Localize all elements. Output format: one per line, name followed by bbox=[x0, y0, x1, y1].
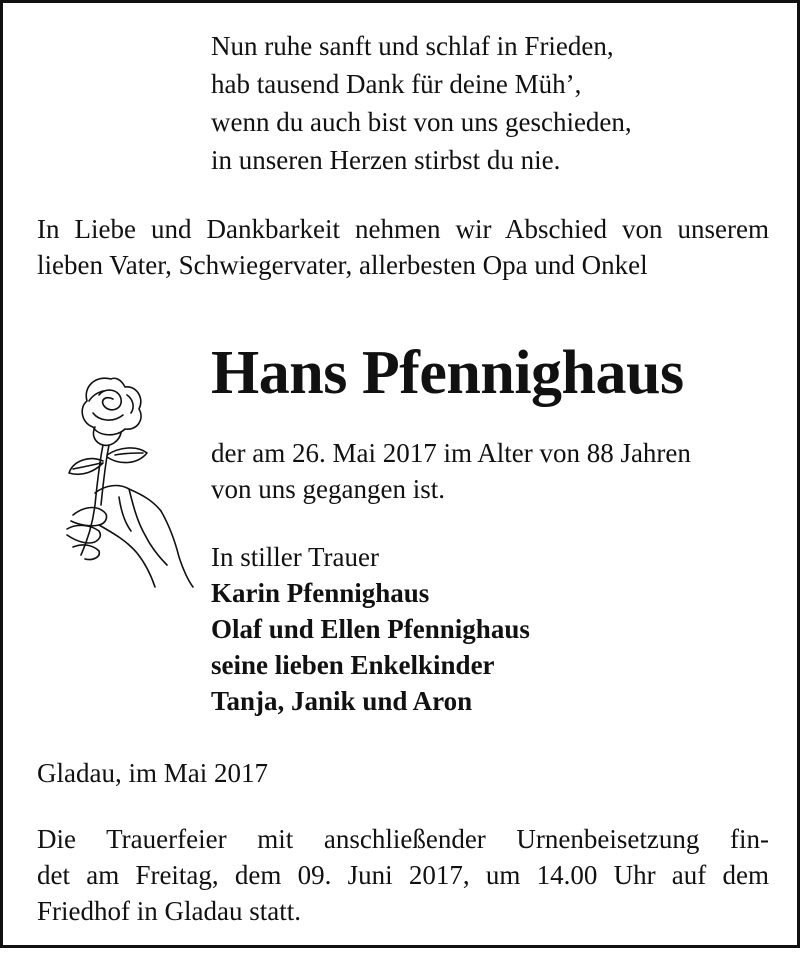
deceased-name: Hans Pfennighaus bbox=[211, 339, 684, 407]
mourner-name: Karin Pfennighaus bbox=[211, 578, 430, 608]
poem-line: wenn du auch bist von uns geschieden, bbox=[211, 107, 632, 137]
farewell-intro: In Liebe und Dankbarkeit nehmen wir Abschied von unserem lieben Vater, Schwiegervater, allerbesten Opa und Onkel bbox=[37, 214, 769, 280]
funeral-info-line: det am Freitag, dem 09. Juni 2017, um 14.00 Uhr auf dem bbox=[37, 860, 769, 890]
funeral-info-line: Die Trauerfeier mit anschließender Urnenbeisetzung fin- bbox=[37, 824, 769, 854]
death-notice-line: von uns gegangen ist. bbox=[211, 474, 445, 504]
mourning-heading: In stiller Trauer bbox=[211, 542, 379, 572]
hand-holding-rose-icon bbox=[33, 365, 199, 591]
poem-line: Nun ruhe sanft und schlaf in Frieden, bbox=[211, 31, 614, 61]
funeral-info-line: Friedhof in Gladau statt. bbox=[37, 896, 301, 926]
memorial-poem bbox=[211, 27, 632, 179]
poem-line: in unseren Herzen stirbst du nie. bbox=[211, 145, 561, 175]
funeral-info bbox=[37, 821, 769, 929]
mourner-name: Olaf und Ellen Pfennighaus bbox=[211, 614, 530, 644]
mourners-block bbox=[211, 539, 530, 719]
death-notice bbox=[211, 435, 691, 507]
place-date: Gladau, im Mai 2017 bbox=[37, 758, 268, 788]
poem-line: hab tausend Dank für deine Müh’, bbox=[211, 69, 582, 99]
mourner-name: seine lieben Enkelkinder bbox=[211, 650, 495, 680]
death-notice-line: der am 26. Mai 2017 im Alter von 88 Jahren bbox=[211, 438, 691, 468]
mourner-name: Tanja, Janik und Aron bbox=[211, 686, 473, 716]
